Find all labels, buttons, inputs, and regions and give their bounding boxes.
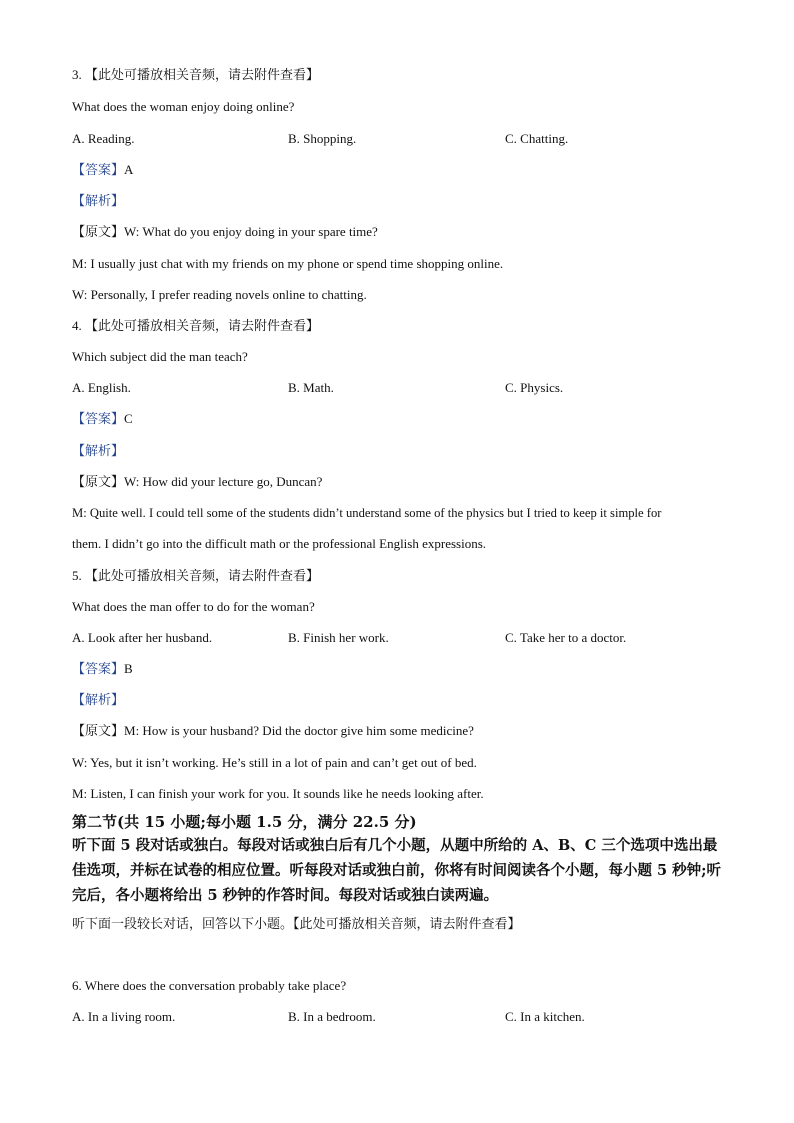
q4-header: 4. 【此处可播放相关音频，请去附件查看】 [72, 318, 320, 333]
q4-answer [72, 410, 133, 428]
q3-script-line-1: 【原文】W: What do you enjoy doing in your spare time? [72, 224, 378, 239]
q5-option-c: C. Take her to a doctor. [505, 630, 627, 645]
q3-question: What does the woman enjoy doing online? [72, 99, 295, 114]
q5-option-a: A. Look after her husband. [72, 630, 213, 645]
q5-answer-tag: 【答案】 [72, 661, 125, 676]
q4-options [72, 379, 732, 397]
q4-answer-tag: 【答案】 [72, 411, 125, 426]
q3-script-line-2: M: I usually just chat with my friends on my phone or spend time shopping online. [72, 256, 504, 271]
q3-answer-value: A [124, 162, 134, 177]
q5-answer [72, 660, 133, 678]
q4-script-line-2: M: Quite well. I could tell some of the students didn’t understand some of the physics but I tried to keep it simple for [72, 506, 662, 520]
q5-script-line-1: 【原文】M: How is your husband? Did the doctor give him some medicine? [72, 723, 474, 738]
q5-options [72, 629, 732, 647]
q6-option-b: B. In a bedroom. [288, 1009, 376, 1024]
q3-header: 3. 【此处可播放相关音频，请去附件查看】 [72, 67, 320, 82]
q3-option-a: A. Reading. [72, 131, 135, 146]
q3-option-b: B. Shopping. [288, 131, 357, 146]
q6-option-c: C. In a kitchen. [505, 1009, 585, 1024]
q5-option-b: B. Finish her work. [288, 630, 389, 645]
q3-answer [72, 161, 133, 179]
section2-instructions: 听下面 5 段对话或独白。每段对话或独白后有几个小题，从题中所给的 A、B、C 三个选项中选出最佳选项，并标在试卷的相应位置。听每段对话或独白前，你将有时间阅读各个小题，每小题 5 秒钟;听完后，各小题将给出 5 秒钟的作答时间。每段对话或独白读两遍。 [72, 837, 722, 904]
q5-original-tag: 【原文】 [72, 723, 125, 738]
q4-option-b: B. Math. [288, 380, 334, 395]
q3-answer-tag: 【答案】 [72, 162, 125, 177]
q6-option-a: A. In a living room. [72, 1009, 176, 1024]
q4-original-tag: 【原文】 [72, 474, 125, 489]
q4-script-line-1: 【原文】W: How did your lecture go, Duncan? [72, 474, 323, 489]
q4-analysis-tag: 【解析】 [72, 443, 125, 458]
section2-prompt: 听下面一段较长对话，回答以下小题。【此处可播放相关音频，请去附件查看】 [72, 916, 521, 931]
section2-title: 第二节(共 15 小题;每小题 1.5 分，满分 22.5 分) [72, 813, 417, 831]
q6-question: 6. Where does the conversation probably take place? [72, 978, 347, 993]
q6-options [72, 1008, 732, 1026]
q5-script-line-2: W: Yes, but it isn’t working. He’s still in a lot of pain and can’t get out of bed. [72, 755, 477, 770]
q5-header: 5. 【此处可播放相关音频，请去附件查看】 [72, 568, 320, 583]
q3-script-line-3: W: Personally, I prefer reading novels online to chatting. [72, 287, 367, 302]
q3-analysis-tag: 【解析】 [72, 193, 125, 208]
q5-analysis-tag: 【解析】 [72, 692, 125, 707]
q4-answer-value: C [124, 411, 133, 426]
q3-original-tag: 【原文】 [72, 224, 125, 239]
q5-question: What does the man offer to do for the woman? [72, 599, 315, 614]
q4-option-a: A. English. [72, 380, 131, 395]
q4-question: Which subject did the man teach? [72, 349, 248, 364]
q5-answer-value: B [124, 661, 133, 676]
q3-option-c: C. Chatting. [505, 131, 569, 146]
q4-option-c: C. Physics. [505, 380, 564, 395]
q3-options [72, 130, 732, 148]
q4-script-line-3: them. I didn’t go into the difficult math or the professional English expressions. [72, 536, 487, 551]
q5-script-line-3: M: Listen, I can finish your work for you. It sounds like he needs looking after. [72, 786, 484, 801]
